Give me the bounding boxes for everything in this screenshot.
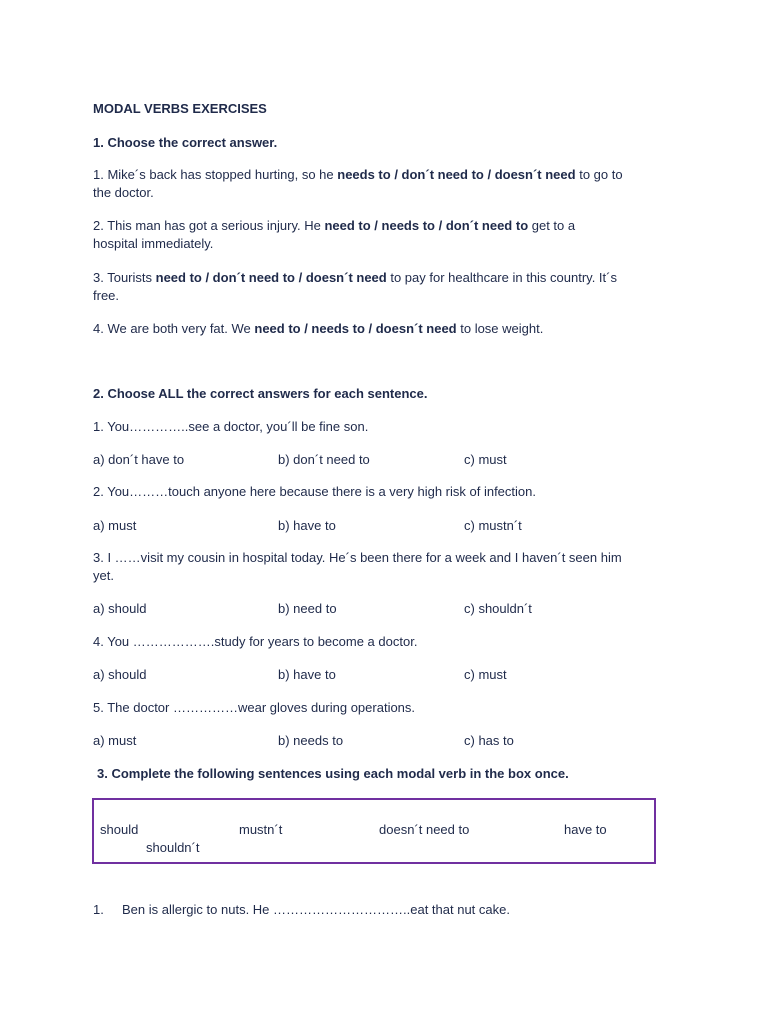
s2-question-4: 4. You ……………….study for years to become a doctor. (93, 634, 418, 649)
s1-q2-text-c: get to a (528, 218, 576, 233)
s2-question-1: 1. You…………..see a doctor, you´ll be fine son. (93, 419, 369, 434)
s2-q3-continuation: yet. (93, 568, 114, 583)
s2-question-5: 5. The doctor ……………wear gloves during operations. (93, 700, 416, 715)
section1-heading: 1. Choose the correct answer. (93, 135, 278, 150)
s2-question-2: 2. You………touch anyone here because there is a very high risk of infection. (93, 484, 536, 499)
page-title: MODAL VERBS EXERCISES (93, 101, 267, 116)
s1-q3-options: need to / don´t need to / doesn´t need (155, 270, 387, 285)
s2-q5-option-b: b) needs to (278, 733, 344, 748)
s1-q1-text-a: 1. Mike´s back has stopped hurting, so he (93, 167, 338, 182)
s2-q4-option-a: a) should (93, 667, 147, 682)
s1-q4-options: need to / needs to / doesn´t need (254, 321, 457, 336)
s3-item-1-number: 1. (93, 902, 104, 917)
s2-q3-option-a: a) should (93, 601, 147, 616)
s1-question-3 (93, 269, 617, 287)
s2-q2-option-a: a) must (93, 518, 137, 533)
word-box-item: have to (564, 822, 607, 837)
s1-q4-text-c: to lose weight. (456, 321, 544, 336)
s1-q3-continuation: free. (93, 288, 120, 303)
s1-q2-text-a: 2. This man has got a serious injury. He (93, 218, 325, 233)
word-box-item: shouldn´t (146, 840, 200, 855)
s2-q2-option-c: c) mustn´t (464, 518, 522, 533)
word-box-item: should (100, 822, 139, 837)
s1-q3-text-a: 3. Tourists (93, 270, 156, 285)
s1-q4-text-a: 4. We are both very fat. We (93, 321, 255, 336)
s2-q2-option-b: b) have to (278, 518, 336, 533)
s2-q3-option-b: b) need to (278, 601, 337, 616)
section2-heading: 2. Choose ALL the correct answers for each sentence. (93, 386, 428, 401)
s2-q1-option-b: b) don´t need to (278, 452, 370, 467)
s1-q1-options: needs to / don´t need to / doesn´t need (337, 167, 576, 182)
s1-q3-text-c: to pay for healthcare in this country. It´s (386, 270, 617, 285)
s1-q2-continuation: hospital immediately. (93, 236, 214, 251)
word-box-item: doesn´t need to (379, 822, 470, 837)
s1-question-4 (93, 320, 543, 338)
s1-question-2 (93, 217, 575, 235)
s2-q3-option-c: c) shouldn´t (464, 601, 532, 616)
s2-q4-option-b: b) have to (278, 667, 336, 682)
s2-q5-option-c: c) has to (464, 733, 514, 748)
s1-q1-continuation: the doctor. (93, 185, 154, 200)
s2-q4-option-c: c) must (464, 667, 507, 682)
s3-item-1-text: Ben is allergic to nuts. He …………………………..eat that nut cake. (122, 902, 510, 917)
s2-q5-option-a: a) must (93, 733, 137, 748)
s2-q1-option-a: a) don´t have to (93, 452, 185, 467)
s2-q1-option-c: c) must (464, 452, 507, 467)
word-box (92, 798, 656, 864)
s1-question-1 (93, 166, 623, 184)
section3-heading: 3. Complete the following sentences using each modal verb in the box once. (97, 766, 569, 781)
s1-q1-text-c: to go to (575, 167, 623, 182)
s1-q2-options: need to / needs to / don´t need to (324, 218, 529, 233)
s2-question-3: 3. I ……visit my cousin in hospital today. He´s been there for a week and I haven´t seen him (93, 550, 622, 565)
word-box-item: mustn´t (239, 822, 283, 837)
